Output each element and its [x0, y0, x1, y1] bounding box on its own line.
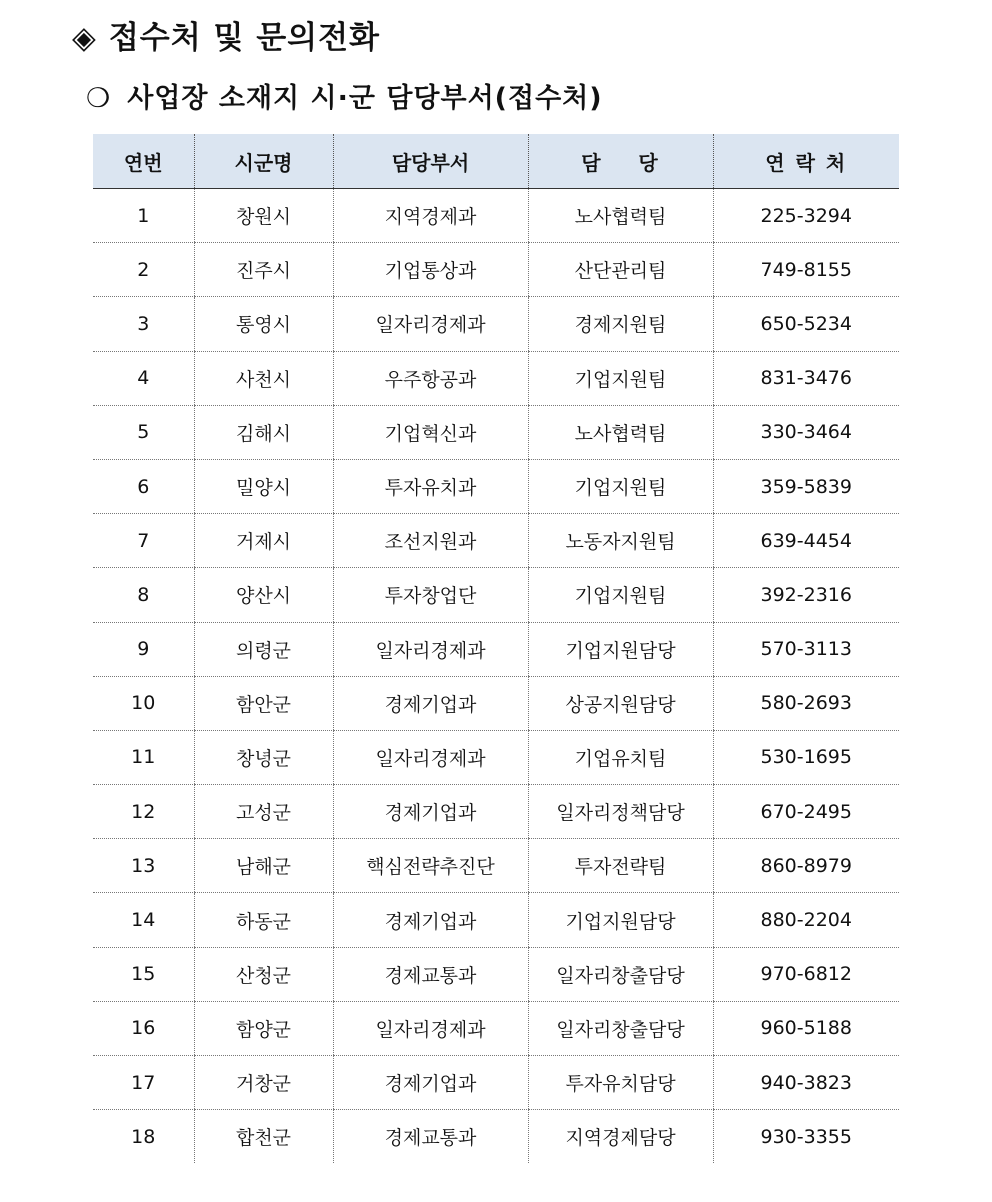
table-row: [93, 189, 899, 243]
cell-department: 경제교통과: [333, 1110, 528, 1164]
cell-team: 기업지원팀: [528, 459, 713, 513]
cell-city: 고성군: [194, 785, 333, 839]
cell-department: 경제기업과: [333, 893, 528, 947]
cell-index: 2: [93, 243, 194, 297]
table-body: [93, 189, 899, 1164]
cell-department: 경제기업과: [333, 1056, 528, 1110]
cell-index: 6: [93, 459, 194, 513]
cell-phone: 570-3113: [713, 622, 899, 676]
cell-index: 1: [93, 189, 194, 243]
cell-city: 의령군: [194, 622, 333, 676]
page-title: [72, 12, 380, 57]
table-row: [93, 351, 899, 405]
cell-team: 기업유치팀: [528, 730, 713, 784]
table-row: [93, 568, 899, 622]
table-row: [93, 622, 899, 676]
cell-index: 8: [93, 568, 194, 622]
cell-team: 기업지원팀: [528, 351, 713, 405]
cell-city: 사천시: [194, 351, 333, 405]
cell-city: 남해군: [194, 839, 333, 893]
table-row: [93, 1056, 899, 1110]
cell-phone: 670-2495: [713, 785, 899, 839]
cell-city: 통영시: [194, 297, 333, 351]
cell-team: 일자리창출담당: [528, 1001, 713, 1055]
cell-team: 노사협력팀: [528, 405, 713, 459]
table-row: [93, 1001, 899, 1055]
circle-bullet-icon: ❍: [86, 83, 112, 114]
cell-phone: 330-3464: [713, 405, 899, 459]
cell-city: 하동군: [194, 893, 333, 947]
diamond-bullet-icon: ◈: [72, 20, 97, 56]
cell-phone: 530-1695: [713, 730, 899, 784]
cell-index: 18: [131, 1125, 156, 1148]
cell-team: 투자유치담당: [528, 1056, 713, 1110]
cell-city: 함양군: [194, 1001, 333, 1055]
cell-index: 9: [93, 622, 194, 676]
cell-team: 지역경제담당: [528, 1110, 713, 1164]
cell-department: 조선지원과: [333, 514, 528, 568]
cell-team: 일자리정책담당: [528, 785, 713, 839]
header-phone: 연 락 처: [713, 134, 899, 189]
header-department: 담당부서: [333, 134, 528, 189]
table-row: [93, 785, 899, 839]
cell-city: 거창군: [194, 1056, 333, 1110]
cell-phone: 880-2204: [713, 893, 899, 947]
cell-department: 일자리경제과: [333, 730, 528, 784]
cell-phone: 359-5839: [713, 459, 899, 513]
cell-index: 10: [93, 676, 194, 730]
cell-city: 밀양시: [194, 459, 333, 513]
table-row: [93, 947, 899, 1001]
cell-city: 김해시: [194, 405, 333, 459]
cell-department: 우주항공과: [333, 351, 528, 405]
table-row: [93, 839, 899, 893]
cell-phone: 970-6812: [713, 947, 899, 1001]
header-team: 담 당: [528, 134, 713, 189]
section-subtitle: [86, 76, 603, 115]
cell-team: 기업지원담당: [528, 893, 713, 947]
cell-index: 12: [93, 785, 194, 839]
cell-phone: 392-2316: [713, 568, 899, 622]
header-index: 연번: [93, 134, 194, 189]
cell-phone: 749-8155: [713, 243, 899, 297]
cell-city: 창녕군: [194, 730, 333, 784]
cell-department: 경제교통과: [333, 947, 528, 1001]
cell-department: 투자창업단: [333, 568, 528, 622]
section-subtitle-text: 사업장 소재지 시·군 담당부서(접수처): [127, 83, 603, 114]
cell-phone: 940-3823: [713, 1056, 899, 1110]
cell-phone: 960-5188: [713, 1001, 899, 1055]
cell-index: 7: [93, 514, 194, 568]
table-row: [93, 514, 899, 568]
cell-index: 17: [93, 1056, 194, 1110]
table-row: [93, 405, 899, 459]
header-city: 시군명: [194, 134, 333, 189]
cell-team: 일자리창출담당: [528, 947, 713, 1001]
cell-index: 15: [93, 947, 194, 1001]
contact-table: [93, 134, 899, 1163]
cell-city: 산청군: [194, 947, 333, 1001]
cell-index: 3: [93, 297, 194, 351]
cell-city: 합천군: [194, 1110, 333, 1164]
cell-department: 경제기업과: [333, 676, 528, 730]
table-row: [93, 297, 899, 351]
cell-team: 기업지원팀: [528, 568, 713, 622]
table-header-row: [93, 134, 899, 189]
cell-team: 노사협력팀: [528, 189, 713, 243]
page-title-text: 접수처 및 문의전화: [108, 20, 380, 56]
cell-phone: 225-3294: [713, 189, 899, 243]
cell-index: 14: [93, 893, 194, 947]
cell-index: 4: [93, 351, 194, 405]
cell-city: 양산시: [194, 568, 333, 622]
cell-department: 기업통상과: [333, 243, 528, 297]
cell-department: 일자리경제과: [333, 622, 528, 676]
cell-team: 노동자지원팀: [528, 514, 713, 568]
cell-department: 지역경제과: [333, 189, 528, 243]
cell-phone: 831-3476: [713, 351, 899, 405]
cell-team: 경제지원팀: [528, 297, 713, 351]
cell-index: 13: [93, 839, 194, 893]
cell-phone: 930-3355: [713, 1110, 899, 1164]
cell-index: 16: [93, 1001, 194, 1055]
cell-department: 투자유치과: [333, 459, 528, 513]
cell-department: 일자리경제과: [333, 297, 528, 351]
cell-department: 기업혁신과: [333, 405, 528, 459]
cell-department: 일자리경제과: [333, 1001, 528, 1055]
table-row: [93, 893, 899, 947]
table-row: [93, 676, 899, 730]
cell-index: 11: [93, 730, 194, 784]
cell-index: 5: [93, 405, 194, 459]
cell-team: 투자전략팀: [528, 839, 713, 893]
cell-team: 상공지원담당: [528, 676, 713, 730]
cell-team: 기업지원담당: [528, 622, 713, 676]
table-row: [93, 730, 899, 784]
cell-city: 진주시: [194, 243, 333, 297]
cell-phone: 639-4454: [713, 514, 899, 568]
table-row: [93, 1110, 899, 1164]
cell-city: 거제시: [194, 514, 333, 568]
cell-city: 함안군: [194, 676, 333, 730]
cell-department: 핵심전략추진단: [333, 839, 528, 893]
cell-city: 창원시: [194, 189, 333, 243]
table-row: [93, 243, 899, 297]
cell-team: 산단관리팀: [528, 243, 713, 297]
cell-department: 경제기업과: [333, 785, 528, 839]
table-row: [93, 459, 899, 513]
cell-phone: 860-8979: [713, 839, 899, 893]
cell-phone: 580-2693: [713, 676, 899, 730]
cell-phone: 650-5234: [713, 297, 899, 351]
